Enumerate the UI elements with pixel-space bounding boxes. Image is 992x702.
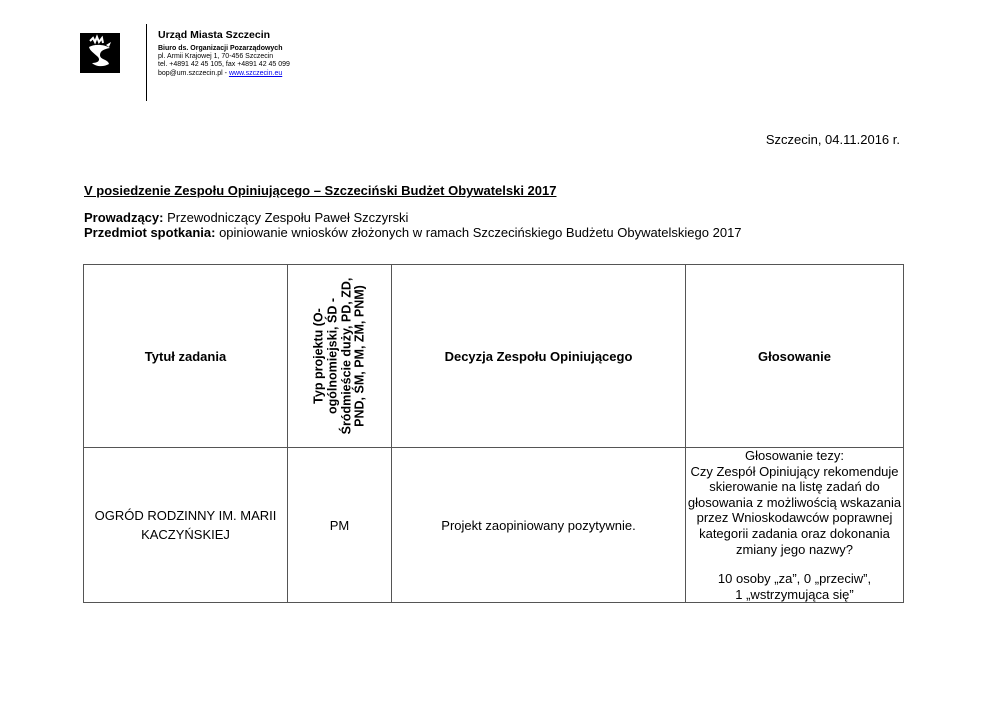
cell-decision: Projekt zaopiniowany pozytywnie. [392,448,686,603]
org-address: pl. Armii Krajowej 1, 70-456 Szczecin [158,52,274,60]
header-project-type-text: Typ projektu (O-ogólnomiejski, ŚD - Śródmieście duży, PD, ZD, PND, ŚM, PM, ZM, PNM) [311,277,367,435]
subject-line [84,226,742,241]
meeting-meta [84,211,742,241]
szczecin-griffin-logo-icon [80,33,120,73]
table-row [84,448,904,603]
voting-heading: Głosowanie tezy: [745,448,844,463]
chair-line [84,211,742,226]
cell-project-type: PM [288,448,392,603]
opinion-table [83,264,904,603]
subject-value: opiniowanie wniosków złożonych w ramach Szczecińskiego Budżetu Obywatelskiego 2017 [215,224,742,240]
header-task-title: Tytuł zadania [84,265,288,448]
organization-header [158,29,290,78]
header-divider [146,24,147,101]
voting-spacer [686,557,903,571]
cell-voting [686,448,904,603]
header-decision: Decyzja Zespołu Opiniującego [392,265,686,448]
voting-question: Czy Zespół Opiniujący rekomenduje skierowanie na listę zadań do głosowania z możliwością wskazania przez Wnioskodawców poprawnej kategorii zadania oraz dokonania zmiany jego nazwy? [687,463,902,557]
org-name: Urząd Miasta Szczecin [158,29,271,41]
voting-result-2: 1 „wstrzymująca się” [735,586,854,602]
org-phone-fax: tel. +4891 42 45 105, fax +4891 42 45 099 [158,61,290,69]
chair-label: Prowadzący: [84,210,164,225]
org-email: bop@um.szczecin.pl [158,69,223,77]
subject-label: Przedmiot spotkania: [84,224,216,240]
meeting-heading: V posiedzenie Zespołu Opiniującego – Szczeciński Budżet Obywatelski 2017 [84,183,557,198]
org-website-link[interactable]: www.szczecin.eu [228,69,283,77]
document-date: Szczecin, 04.11.2016 r. [765,132,900,147]
org-contact-separator: - [222,69,229,77]
org-department: Biuro ds. Organizacji Pozarządowych [158,44,283,52]
org-contact-line [158,70,290,78]
header-project-type [288,265,392,448]
table-header-row [84,265,904,448]
cell-task-title: OGRÓD RODZINNY IM. MARII KACZYŃSKIEJ [84,448,288,603]
voting-result-1: 10 osoby „za”, 0 „przeciw”, [717,571,872,587]
chair-value: Przewodniczący Zespołu Paweł Szczyrski [163,210,409,225]
header-voting: Głosowanie [686,265,904,448]
